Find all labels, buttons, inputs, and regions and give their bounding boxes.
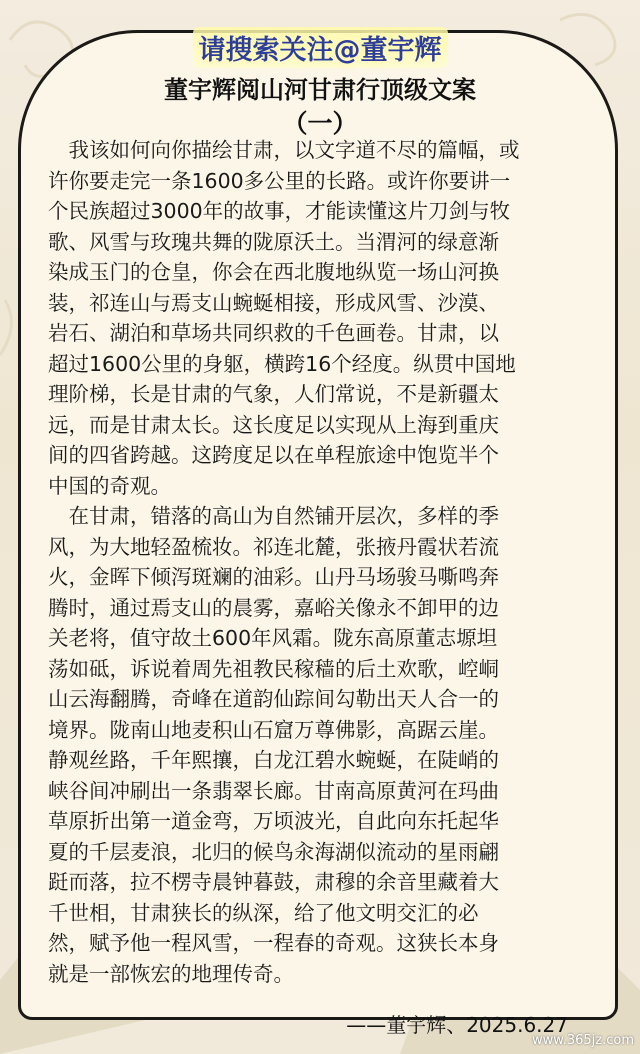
text-line: 岩石、湖泊和草场共同织救的千色画卷。甘肃，以 bbox=[48, 321, 499, 345]
text-line: 装，祁连山与焉支山蜿蜒相接，形成风雪、沙漠、 bbox=[48, 290, 499, 315]
text-line: 远，而是甘肃太长。这长度足以实现从上海到重庆 bbox=[48, 412, 499, 437]
text-line: 就是一部恢宏的地理传奇。 bbox=[48, 961, 294, 986]
text-line: 荡如砥，诉说着周先祖教民稼穑的后土欢歌，崆峒 bbox=[48, 656, 499, 681]
text-line: 许你要走完一条1600多公里的长路。或许你要讲一 bbox=[48, 168, 511, 193]
text-line: 歌、风雪与玫瑰共舞的陇原沃土。当渭河的绿意渐 bbox=[48, 229, 499, 254]
page-subtitle: （一） bbox=[282, 109, 358, 138]
text-line: 染成玉门的仓皇，你会在西北腹地纵览一场山河换 bbox=[48, 260, 499, 284]
text-line: 腾时，通过焉支山的晨雾，嘉峪关像永不卸甲的边 bbox=[48, 595, 499, 620]
site-watermark: www.365jz.com bbox=[532, 1033, 634, 1048]
text-line: 风，为大地轻盈梳妆。祁连北麓，张掖丹霞状若流 bbox=[48, 534, 499, 559]
text-line: 间的四省跨越。这跨度足以在单程旅途中饱览半个 bbox=[48, 443, 499, 467]
text-line: 个民族超过3000年的故事，才能读懂这片刀剑与牧 bbox=[48, 199, 511, 223]
text-line: 境界。陇南山地麦积山石窟万尊佛影，高踞云崖。 bbox=[48, 717, 499, 742]
follow-banner bbox=[195, 26, 445, 68]
text-line: 千世相，甘肃狭长的纵深，给了他文明交汇的必 bbox=[48, 900, 479, 925]
text-line: 中国的奇观。 bbox=[48, 473, 171, 498]
text-line: 草原折出第一道金弯，万顷波光，自此向东托起华 bbox=[48, 809, 499, 833]
follow-banner-text: 请搜索关注@董宇辉 bbox=[193, 27, 448, 68]
text-line: 夏的千层麦浪，北归的候鸟汆海湖似流动的星雨翩 bbox=[48, 839, 499, 864]
text-line: 超过1600公里的身躯，横跨16个经度。纵贯中国地 bbox=[48, 351, 516, 376]
text-line: 峡谷间冲刷出一条翡翠长廊。甘南高原黄河在玛曲 bbox=[48, 778, 499, 803]
text-line: 火，金晖下倾泻斑斓的油彩。山丹马场骏马嘶鸣奔 bbox=[48, 565, 499, 589]
author-signature: ——董宇辉、2025.6.27 bbox=[346, 1013, 568, 1037]
text-line: 理阶梯，长是甘肃的气象，人们常说，不是新疆太 bbox=[48, 382, 499, 406]
text-line: 静观丝路，千年熙攘，白龙江碧水蜿蜒，在陡峭的 bbox=[48, 748, 499, 772]
text-line: 在甘肃，错落的高山为自然铺开层次，多样的季 bbox=[48, 504, 499, 528]
text-line: 山云海翻腾，奇峰在道韵仙踪间勾勒出天人合一的 bbox=[48, 687, 499, 711]
article-body bbox=[48, 135, 598, 989]
text-line: 我该如何向你描绘甘肃，以文字道不尽的篇幅，或 bbox=[48, 138, 520, 162]
text-line: 跹而落，拉不楞寺晨钟暮鼓，肃穆的余音里藏着大 bbox=[48, 870, 499, 894]
text-line: 然，赋予他一程风雪，一程春的奇观。这狭长本身 bbox=[48, 931, 499, 955]
page-title: 董宇辉阅山河甘肃行顶级文案 bbox=[164, 76, 476, 104]
text-line: 关老将，值守故土600年风霜。陇东高原董志塬坦 bbox=[48, 626, 498, 650]
